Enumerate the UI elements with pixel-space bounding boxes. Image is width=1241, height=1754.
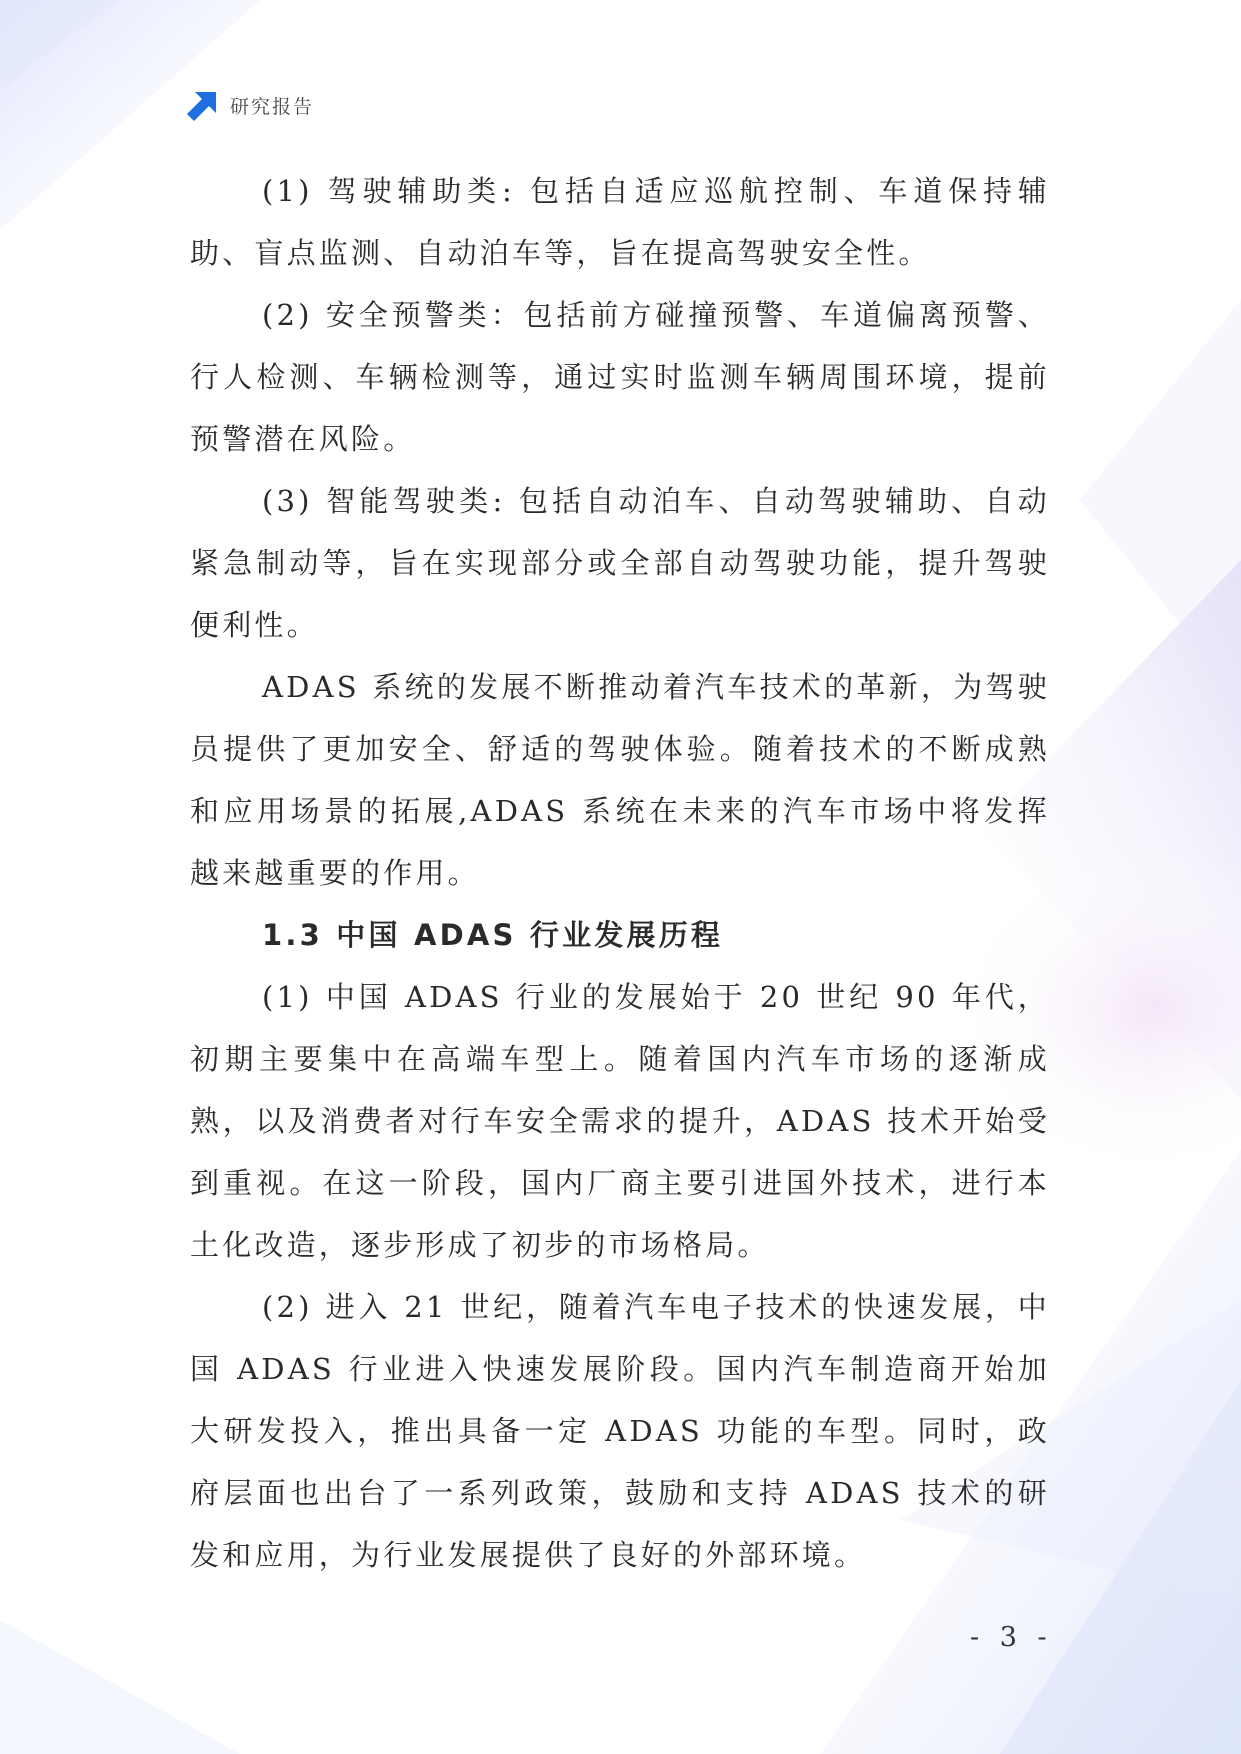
paragraph-safety-warning: (2) 安全预警类：包括前方碰撞预警、车道偏离预警、行人检测、车辆检测等，通过实时监测车辆周围环境，提前预警潜在风险。 <box>190 298 1050 456</box>
arrow-up-right-icon <box>186 88 220 122</box>
paragraph-adas-development: ADAS 系统的发展不断推动着汽车技术的革新，为驾驶员提供了更加安全、舒适的驾驶体验。随着技术的不断成熟和应用场景的拓展,ADAS 系统在未来的汽车市场中将发挥越来越重要的作用。 <box>190 670 1050 890</box>
page-number: - 3 - <box>970 1622 1053 1653</box>
paragraph-driving-assist: (1) 驾驶辅助类: 包括自适应巡航控制、车道保持辅助、盲点监测、自动泊车等，旨在提高驾驶安全性。 <box>190 174 1050 270</box>
paragraph-history-1990s: (1) 中国 ADAS 行业的发展始于 20 世纪 90 年代，初期主要集中在高端车型上。随着国内汽车市场的逐渐成熟，以及消费者对行车安全需求的提升，ADAS 技术开始受到重视。在这一阶段，国内厂商主要引进国外技术，进行本土化改造，逐步形成了初步的市场格局。 <box>190 980 1050 1262</box>
report-header <box>186 88 314 122</box>
report-body <box>190 160 1050 1586</box>
paragraph-smart-driving: (3) 智能驾驶类: 包括自动泊车、自动驾驶辅助、自动紧急制动等，旨在实现部分或全部自动驾驶功能，提升驾驶便利性。 <box>190 484 1050 642</box>
section-heading: 1.3 中国 ADAS 行业发展历程 <box>262 918 724 952</box>
paragraph-history-21st-century: (2) 进入 21 世纪，随着汽车电子技术的快速发展，中国 ADAS 行业进入快速发展阶段。国内汽车制造商开始加大研发投入，推出具备一定 ADAS 功能的车型。同时，政府层面也出台了一系列政策，鼓励和支持 ADAS 技术的研发和应用，为行业发展提供了良好的外部环境。 <box>190 1290 1050 1572</box>
header-title: 研究报告 <box>230 95 315 118</box>
